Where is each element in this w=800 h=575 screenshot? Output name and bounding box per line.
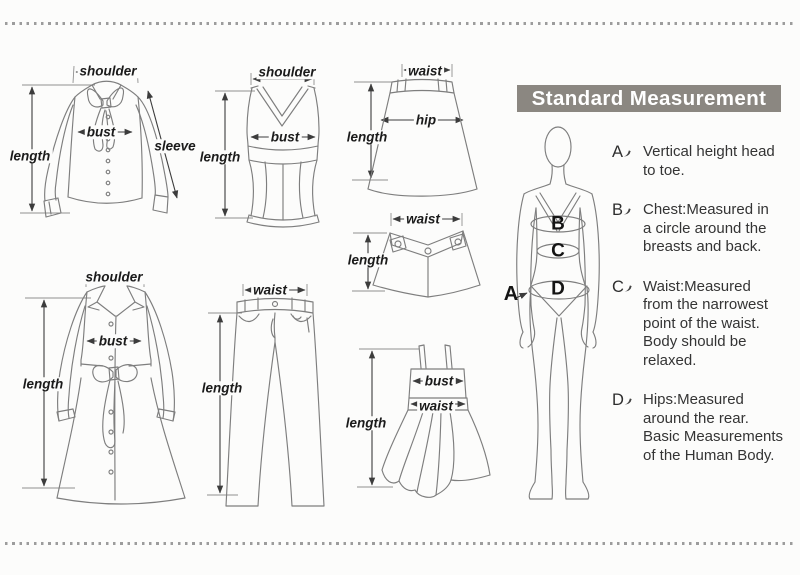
jeans-waist-label: waist <box>253 282 287 298</box>
item-b-line: Chest:Measured in <box>643 201 769 218</box>
top-dotted-border <box>5 22 795 25</box>
item-d-line: Hips:Measured <box>643 391 744 408</box>
body-point-a: A <box>503 283 519 305</box>
item-b-line: breasts and back. <box>643 238 762 255</box>
item-a-line: to toe. <box>643 161 685 179</box>
shorts-waist-label: waist <box>406 211 440 227</box>
item-d-line: of the Human Body. <box>643 446 775 464</box>
item-d-line: Basic Measurements <box>643 428 784 445</box>
tank-bust-label: bust <box>270 129 300 145</box>
dress-bust-label: bust <box>424 373 454 389</box>
ideographic-comma <box>624 397 632 405</box>
jeans-length-label: length <box>201 380 243 396</box>
ideographic-comma <box>623 207 631 215</box>
list-item-c <box>612 278 800 371</box>
shorts-length-label: length <box>347 252 389 268</box>
coat-length-label: length <box>22 376 64 392</box>
item-d-letter: D <box>612 391 624 409</box>
coat-bust-label: bust <box>98 333 128 349</box>
list-item-b <box>612 201 800 257</box>
skirt-hip-label: hip <box>415 112 437 128</box>
measurement-description-list <box>612 143 800 465</box>
jeans-drawing <box>195 272 343 520</box>
body-point-b: B <box>551 213 565 235</box>
ideographic-comma <box>623 149 631 157</box>
item-a-letter: A <box>612 143 624 161</box>
item-c-line: Waist:Measured <box>643 277 751 295</box>
blouse-sleeve-label: sleeve <box>154 138 196 154</box>
body-point-d: D <box>551 278 565 300</box>
item-c-line: point of the waist. <box>643 314 760 332</box>
body-figure-drawing <box>500 120 620 505</box>
skirt-waist-label: waist <box>408 63 442 79</box>
item-c-line: from the narrowest <box>643 296 769 313</box>
list-item-a <box>612 143 800 180</box>
blouse-length-label: length <box>9 148 51 164</box>
blouse-shoulder-label: shoulder <box>79 63 137 79</box>
dress-waist-label: waist <box>419 398 453 414</box>
bottom-dotted-border <box>5 542 795 545</box>
skirt-length-label: length <box>346 129 388 145</box>
blouse-bust-label: bust <box>86 124 116 140</box>
item-b-line: a circle around the <box>643 219 767 237</box>
tank-length-label: length <box>199 149 241 165</box>
item-d-line: around the rear. <box>643 409 749 427</box>
item-a-line: Vertical height head <box>643 143 775 160</box>
item-c-letter: C <box>612 277 624 296</box>
page-title: Standard Measurement <box>517 85 781 112</box>
body-point-c: C <box>551 240 565 262</box>
list-item-d <box>612 391 800 465</box>
item-c-line: relaxed. <box>643 351 697 369</box>
ideographic-comma <box>624 284 632 292</box>
tank-shoulder-label: shoulder <box>258 64 316 80</box>
coat-shoulder-label: shoulder <box>85 269 143 285</box>
item-c-line: Body should be <box>643 333 747 350</box>
item-b-letter: B <box>612 201 624 219</box>
dress-length-label: length <box>345 415 387 431</box>
